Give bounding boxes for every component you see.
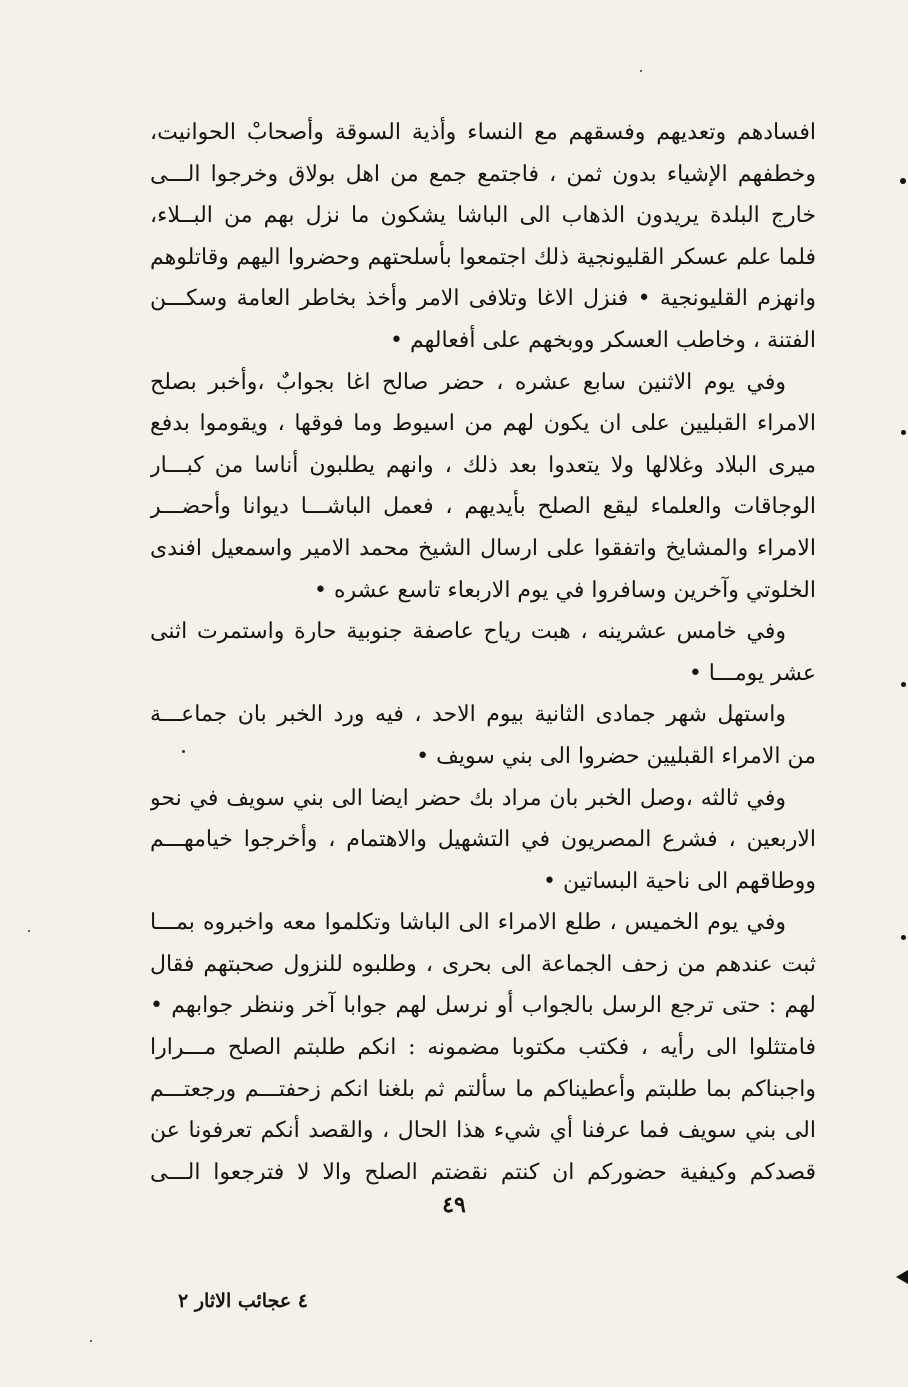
text-line: واستهل شهر جمادى الثانية بيوم الاحد ، فيه ورد الخبر بان جماعـــة [150, 702, 786, 728]
text-line: الامراء القبليين على ان يكون لهم من اسيوط وما فوقها ، ويقوموا بدفع [150, 411, 816, 437]
scan-speck [28, 930, 30, 932]
text-line: وفي يوم الاثنين سابع عشره ، حضر صالح اغا بجوابٌ ،وأخبر بصلح [150, 369, 786, 395]
text-line: الامراء والمشايخ واتفقوا على ارسال الشيخ محمد الامير واسمعيل افندى [150, 535, 816, 561]
edge-arrow-icon [896, 1270, 908, 1284]
margin-mark [901, 935, 906, 940]
text-line: وانهزم القليونجية • فنزل الاغا وتلافى الامر وأخذ بخاطر العامة وسكـــن [150, 286, 816, 312]
margin-mark [900, 178, 906, 184]
text-line: وخطفهم الإشياء بدون ثمن ، فاجتمع جمع من اهل بولاق وخرجوا الـــى [150, 161, 816, 187]
text-line: لهم : حتى ترجع الرسل بالجواب أو نرسل لهم جوابا آخر وننظر جوابهم • [150, 993, 816, 1019]
text-line: الوجاقات والعلماء ليقع الصلح بأيديهم ، فعمل الباشـــا ديوانا وأحضـــر [150, 494, 816, 520]
text-line: افسادهم وتعديهم وفسقهم مع النساء وأذية السوقة وأصحابْ الحوانيت، [150, 120, 816, 145]
page-number: ٤٩ [442, 1192, 466, 1218]
margin-mark [901, 430, 906, 435]
text-line: ووطاقهم الى ناحية البساتين • [542, 868, 816, 894]
margin-mark [901, 682, 906, 687]
text-line: فامتثلوا الى رأيه ، فكتب مكتوبا مضمونه : انكم طلبتم الصلح مـــرارا [150, 1035, 816, 1061]
text-line: وفي يوم الخميس ، طلع الامراء الى الباشا وتكلموا معه واخبروه بمـــا [150, 910, 786, 936]
text-line: وفي خامس عشرينه ، هبت رياح عاصفة جنوبية حارة واستمرت اثنى [150, 619, 786, 645]
text-line: من الامراء القبليين حضروا الى بني سويف • [416, 743, 816, 769]
text-line: الخلوتي وآخرين وسافروا في يوم الاربعاء تاسع عشره • [314, 577, 816, 603]
text-line: عشر يومـــا • [688, 660, 816, 686]
text-line: وفي ثالثه ،وصل الخبر بان مراد بك حضر ايضا الى بني سويف في نحو [150, 785, 786, 811]
text-line: قصدكم وكيفية حضوركم ان كنتم نقضتم الصلح والا لا فترجعوا الـــى [150, 1159, 816, 1185]
text-line: واجبناكم بما طلبتم وأعطيناكم ما سألتم ثم بلغنا انكم زحفتـــم ورجعتـــم [150, 1076, 816, 1102]
scan-speck [182, 750, 185, 753]
text-line: ثبت عندهم من زحف الجماعة الى بحرى ، وطلبوه للنزول صحبتهم فقال [150, 951, 816, 977]
text-line: الى بني سويف فما عرفنا أي شيء هذا الحال ، والقصد أنكم تعرفونا عن [150, 1118, 816, 1144]
text-line: الفتنة ، وخاطب العسكر ووبخهم على أفعالهم • [390, 327, 816, 353]
body-text [150, 112, 816, 1193]
text-line: ميرى البلاد وغلالها ولا يتعدوا بعد ذلك ، وانهم يطلبون أناسا من كبـــار [150, 452, 816, 478]
text-line: فلما علم عسكر القليونجية ذلك اجتمعوا بأسلحتهم وحضروا اليهم وقاتلوهم [150, 244, 816, 270]
text-line: الاربعين ، فشرع المصريون في التشهيل والاهتمام ، وأخرجوا خيامهـــم [150, 827, 816, 853]
scan-speck [640, 70, 642, 72]
footer-signature: ٤ عجائب الاثار ٢ [178, 1290, 308, 1312]
scan-speck [90, 1340, 92, 1342]
text-line: خارج البلدة يريدون الذهاب الى الباشا يشكون ما نزل بهم من البــلاء، [150, 203, 816, 229]
